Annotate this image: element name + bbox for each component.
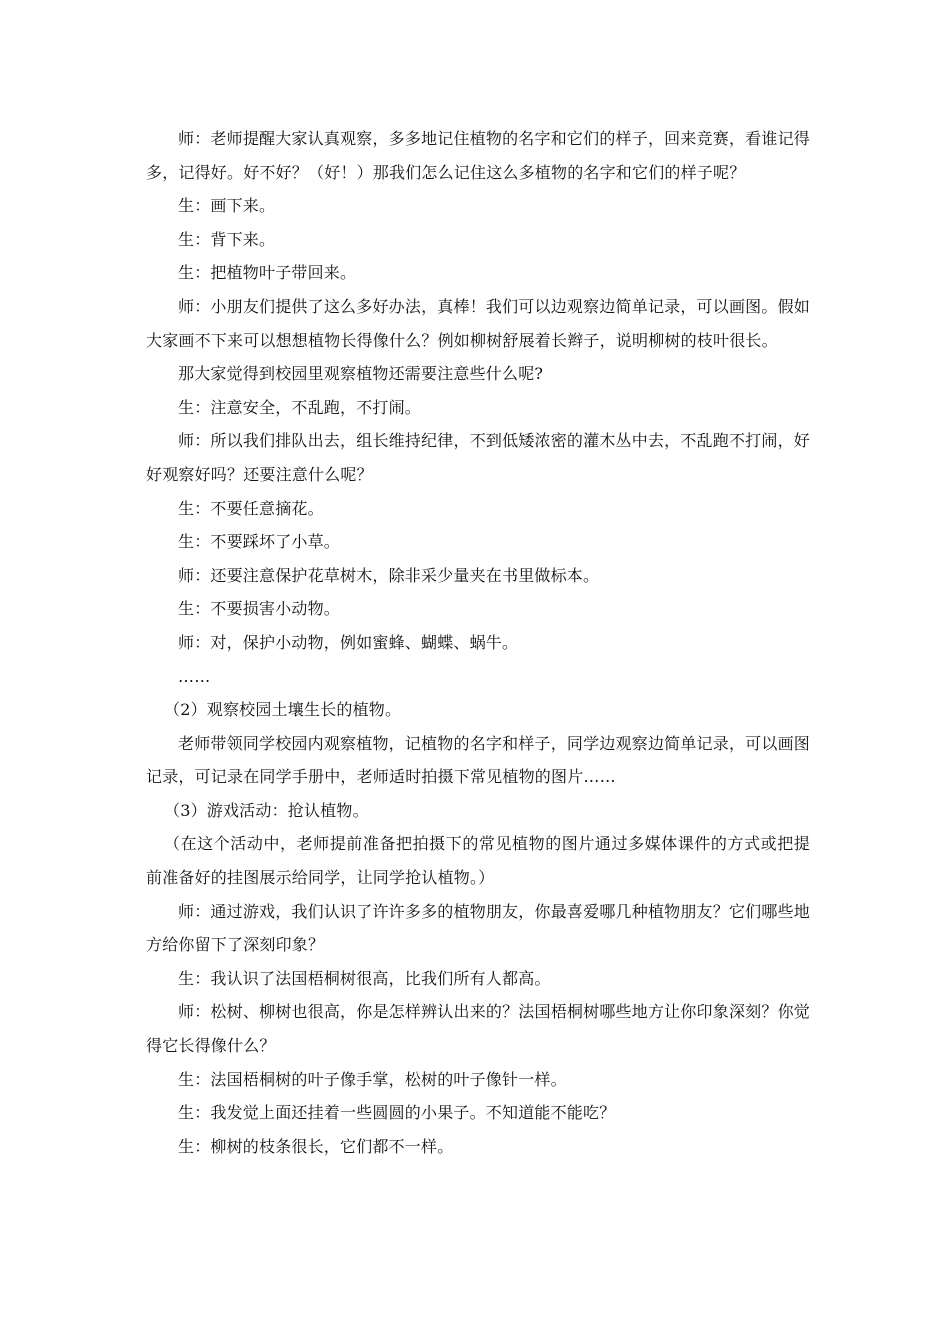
paragraph: 师：所以我们排队出去，组长维持纪律，不到低矮浓密的灌木丛中去，不乱跑不打闹，好好观察好吗？还要注意什么呢？ — [146, 431, 810, 484]
paragraph: 师：通过游戏，我们认识了许许多多的植物朋友，你最喜爱哪几种植物朋友？它们哪些地方给你留下了深刻印象？ — [146, 901, 810, 955]
paragraph: 生：注意安全，不乱跑，不打闹。 — [178, 397, 422, 417]
paragraph: 生：把植物叶子带回来。 — [178, 263, 357, 283]
paragraph: 生：不要任意摘花。 — [178, 498, 324, 518]
paragraph: 老师带领同学校园内观察植物，记植物的名字和样子，同学边观察边简单记录，可以画图记录，可记录在同学手册中，老师适时拍摄下常见植物的图片…… — [146, 733, 810, 787]
note-paragraph: （在这个活动中，老师提前准备把拍摄下的常见植物的图片通过多媒体课件的方式或把提前准备好的挂图展示给同学，让同学抢认植物。） — [146, 834, 810, 888]
section-heading: （3）游戏活动：抢认植物。 — [164, 800, 369, 820]
paragraph: 生：背下来。 — [178, 229, 276, 249]
paragraph: 生：我发觉上面还挂着一些圆圆的小果子。不知道能不能吃？ — [178, 1103, 616, 1123]
document-body — [146, 122, 810, 1163]
paragraph: 生：不要损害小动物。 — [178, 599, 341, 619]
paragraph: 生：不要踩坏了小草。 — [178, 532, 341, 552]
paragraph: 师：对，保护小动物，例如蜜蜂、蝴蝶、蜗牛。 — [178, 632, 519, 652]
paragraph: 师：小朋友们提供了这么多好办法，真棒！我们可以边观察边简单记录，可以画图。假如大家画不下来可以想想植物长得像什么？例如柳树舒展着长辫子，说明柳树的枝叶很长。 — [146, 296, 810, 350]
paragraph: 生：我认识了法国梧桐树很高，比我们所有人都高。 — [178, 968, 551, 988]
ellipsis-line: …… — [178, 666, 211, 686]
paragraph: 师：老师提醒大家认真观察，多多地记住植物的名字和它们的样子，回来竞赛，看谁记得多，记得好。好不好？（好！）那我们怎么记住这么多植物的名字和它们的样子呢？ — [146, 129, 810, 182]
paragraph: 生：法国梧桐树的叶子像手掌，松树的叶子像针一样。 — [178, 1069, 567, 1089]
paragraph: 师：松树、柳树也很高，你是怎样辨认出来的？法国梧桐树哪些地方让你印象深刻？你觉得它长得像什么？ — [146, 1002, 810, 1056]
section-heading: （2）观察校园土壤生长的植物。 — [164, 700, 402, 720]
paragraph: 那大家觉得到校园里观察植物还需要注意些什么呢? — [178, 364, 544, 384]
paragraph: 生：柳树的枝条很长，它们都不一样。 — [178, 1136, 454, 1156]
paragraph: 生：画下来。 — [178, 196, 276, 216]
paragraph: 师：还要注意保护花草树木，除非采少量夹在书里做标本。 — [178, 565, 600, 585]
